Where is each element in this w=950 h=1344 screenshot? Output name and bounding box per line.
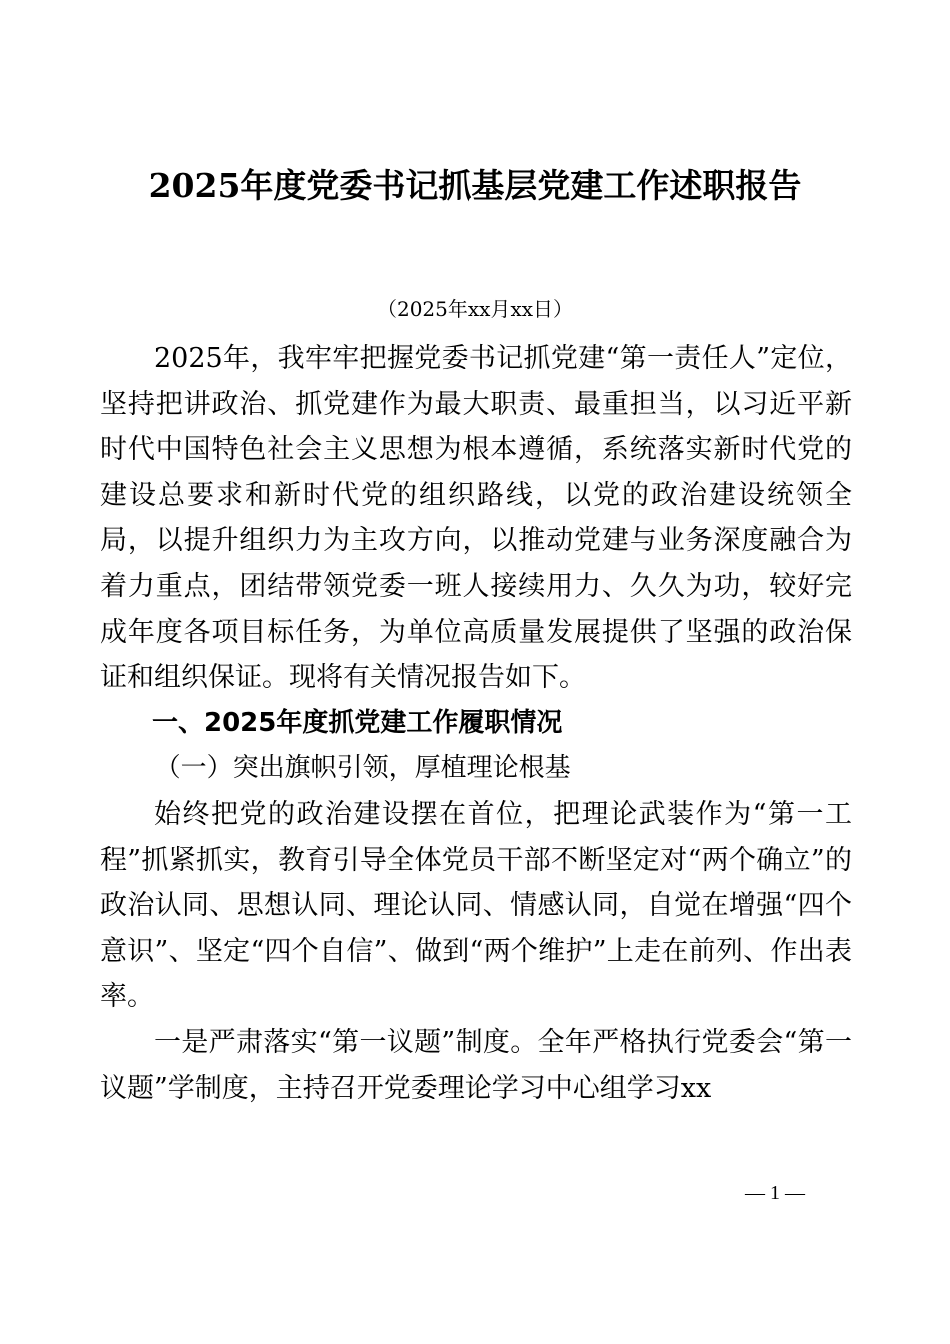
body-paragraph: 一是严肃落实“第一议题”制度。全年严格执行党委会“第一议题”学制度，主持召开党委理论学习中心组学习xx [100,1026,852,1104]
section-heading-1: 一、2025年度抓党建工作履职情况 [152,707,563,738]
document-title: 2025年度党委书记抓基层党建工作述职报告 [148,166,802,205]
document-date: （2025年xx月xx日） [376,297,573,321]
body-paragraph: 始终把党的政治建设摆在首位，把理论武装作为“第一工程”抓紧抓实，教育引导全体党员干部不断坚定对“两个确立”的政治认同、思想认同、理论认同、情感认同，自觉在增强“四个意识”、坚定“四个自信”、做到“两个维护”上走在前列、作出表率。 [100,798,852,1013]
document-body [100,336,852,1111]
intro-paragraph: 2025年，我牢牢把握党委书记抓党建“第一责任人”定位，坚持把讲政治、抓党建作为最大职责、最重担当，以习近平新时代中国特色社会主义思想为根本遵循，系统落实新时代党的建设总要求和新时代党的组织路线，以党的政治建设统领全局，以提升组织力为主攻方向，以推动党建与业务深度融合为着力重点，团结带领党委一班人接续用力、久久为功，较好完成年度各项目标任务，为单位高质量发展提供了坚强的政治保证和组织保证。现将有关情况报告如下。 [100,343,852,694]
page-number: — 1 — [745,1182,805,1204]
subsection-heading-1: （一）突出旗帜引领，厚植理论根基 [154,753,571,784]
